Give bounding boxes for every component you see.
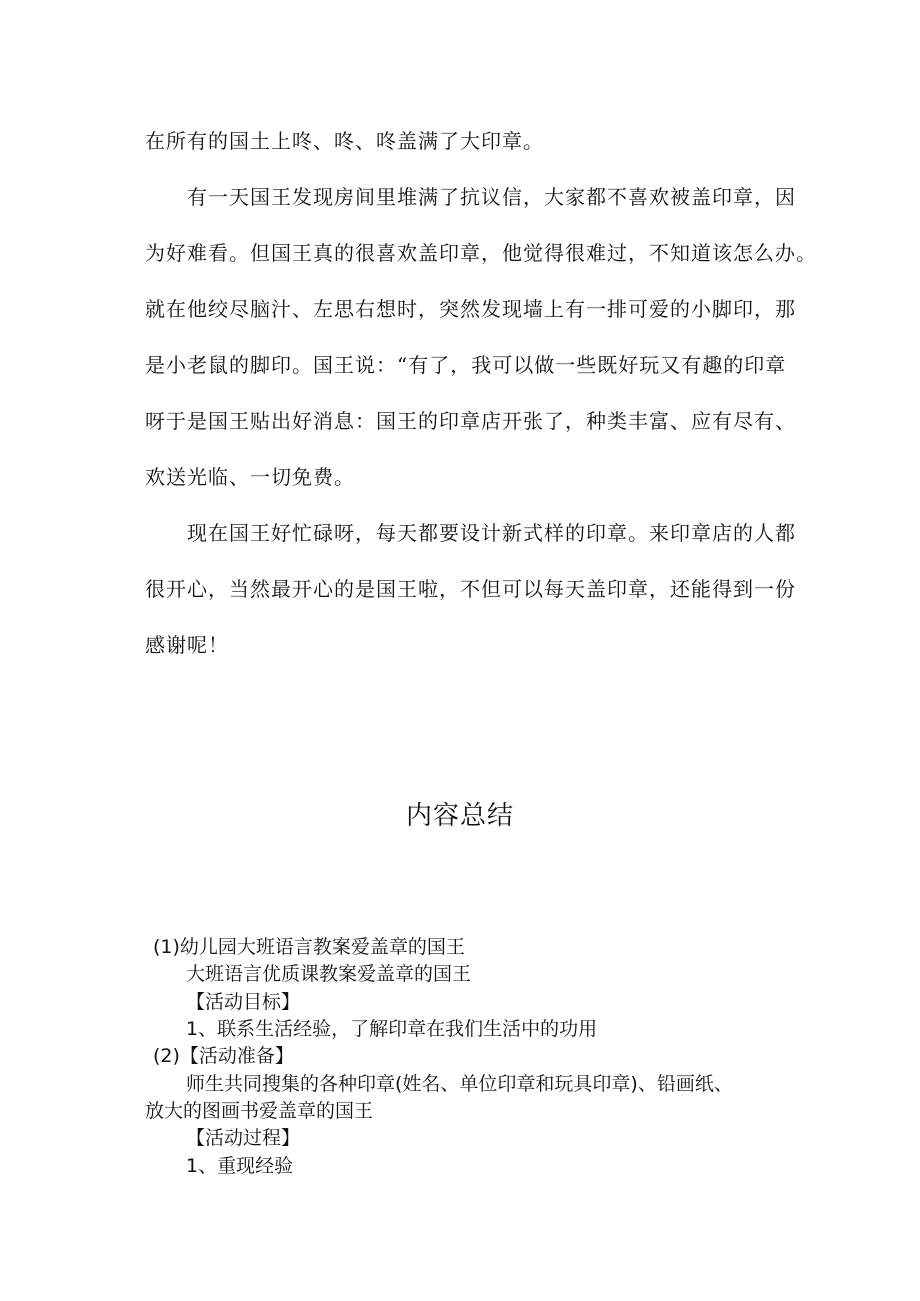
- story-line: 感谢呢！: [145, 633, 229, 657]
- story-line: 有一天国王发现房间里堆满了抗议信，大家都不喜欢被盖印章，因: [187, 185, 796, 209]
- summary-line: 1、联系生活经验，了解印章在我们生活中的功用: [186, 1018, 598, 1040]
- summary-heading: 内容总结: [405, 801, 514, 831]
- story-line: 很开心，当然最开心的是国王啦，不但可以每天盖印章，还能得到一份: [145, 577, 796, 601]
- summary-line: 师生共同搜集的各种印章(姓名、单位印章和玩具印章)、铅画纸、: [186, 1073, 733, 1095]
- story-line: 现在国王好忙碌呀，每天都要设计新式样的印章。来印章店的人都: [187, 521, 796, 545]
- summary-line: 大班语言优质课教案爱盖章的国王: [186, 963, 472, 985]
- summary-line: 1、重现经验: [186, 1155, 294, 1177]
- summary-line: 【活动目标】: [186, 991, 301, 1013]
- story-line: 在所有的国土上咚、咚、咚盖满了大印章。: [145, 129, 544, 153]
- summary-line: (1)幼儿园大班语言教案爱盖章的国王: [153, 936, 465, 958]
- story-line: 欢送光临、一切免费。: [145, 465, 355, 489]
- summary-line: 【活动过程】: [186, 1127, 301, 1149]
- summary-line: (2)【活动准备】: [153, 1045, 294, 1067]
- story-line: 呀于是国王贴出好消息：国王的印章店开张了，种类丰富、应有尽有、: [145, 409, 796, 433]
- story-line: 是小老鼠的脚印。国王说：“有了，我可以做一些既好玩又有趣的印章: [145, 353, 787, 377]
- story-line: 为好难看。但国王真的很喜欢盖印章，他觉得很难过，不知道该怎么办。: [145, 241, 817, 265]
- story-line: 就在他绞尽脑汁、左思右想时，突然发现墙上有一排可爱的小脚印，那: [145, 297, 796, 321]
- summary-line: 放大的图画书爱盖章的国王: [145, 1100, 374, 1122]
